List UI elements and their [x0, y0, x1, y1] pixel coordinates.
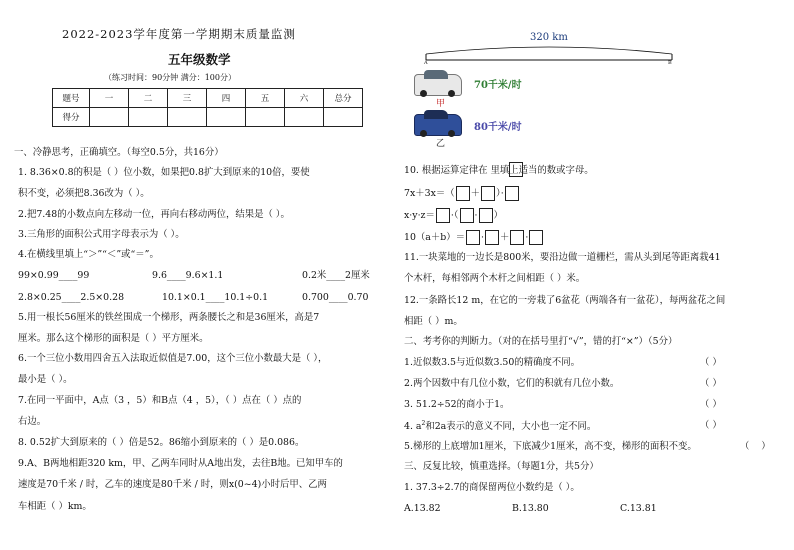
plus-text: ＋ — [470, 188, 481, 199]
question-6b: 最小是（ ）。 — [18, 374, 73, 385]
dot-text: · — [481, 232, 485, 243]
judge-1: 1.近似数3.5与近似数3.50的精确度不同。 — [404, 357, 580, 368]
question-2: 2.把7.48的小数点向左移动一位，再向右移动两位，结果是（ ）。 — [18, 209, 290, 220]
question-12a: 12.一条路长12 m，在它的一旁栽了6盆花（两端各有一盆花），每两盆花之间 — [404, 295, 726, 306]
question-7a: 7.在同一平面中，A点（3 ，5）和B点（4 ，5），（ ）点在（ ）点的 — [18, 395, 302, 406]
exam-title: 2022-2023学年度第一学期期末质量监测 — [62, 27, 296, 41]
judge-4-paren[interactable]: （ ） — [700, 420, 722, 431]
score-cell[interactable] — [168, 108, 207, 127]
question-6a: 6.一个三位小数用四舍五入法取近似值是7.00，这个三位小数最大是（ ）， — [18, 353, 328, 364]
car-a-label: 甲 — [436, 99, 446, 109]
score-cell: 得分 — [53, 108, 90, 127]
dot-text: ·（ — [450, 210, 459, 221]
score-table-score-row — [53, 108, 363, 127]
score-table — [52, 88, 363, 127]
answer-box[interactable] — [509, 162, 523, 177]
question-10a-text: ）· — [496, 188, 504, 199]
score-cell: 一 — [90, 89, 129, 108]
judge-4: 4. $a^2$和2a表示的意义不同，大小也一定不同。 — [404, 420, 597, 433]
choice-1: 1. 37.3÷2.7的商保留两位小数约是（ ）。 — [404, 482, 580, 493]
score-cell: 六 — [285, 89, 324, 108]
section-3-heading: 三、反复比较，慎重选择。（每题1分，共5分） — [404, 461, 599, 472]
answer-box[interactable] — [510, 230, 524, 245]
score-cell: 总分 — [324, 89, 363, 108]
car-a-speed: 70千米/时 — [474, 80, 522, 91]
answer-box[interactable] — [481, 186, 495, 201]
judge-2: 2.两个因数中有几位小数，它们的积就有几位小数。 — [404, 378, 620, 389]
score-cell[interactable] — [324, 108, 363, 127]
question-4-item: 10.1×0.1____10.1÷0.1 — [162, 292, 269, 303]
question-4: 4.在横线里填上“＞”“＜”或“＝”。 — [18, 249, 159, 260]
choice-1-option-b[interactable]: B.13.80 — [512, 503, 549, 514]
question-9c: 车相距（ ）km。 — [18, 501, 92, 512]
score-cell: 题号 — [53, 89, 90, 108]
question-5b: 厘米。那么这个梯形的面积是（ ）平方厘米。 — [18, 333, 209, 344]
answer-box[interactable] — [485, 230, 499, 245]
question-9a: 9.A、B两地相距320 km，甲、乙两车同时从A地出发，去往B地。已知甲车的 — [18, 458, 343, 469]
score-cell: 四 — [207, 89, 246, 108]
question-10c — [404, 230, 544, 245]
question-4-item: 9.6____9.6×1.1 — [152, 270, 224, 281]
question-7b: 右边。 — [18, 416, 47, 427]
judge-3-paren[interactable]: （ ） — [700, 399, 722, 410]
question-4-item: 2.8×0.25____2.5×0.28 — [18, 292, 125, 303]
question-5a: 5.用一根长56厘米的铁丝围成一个梯形，两条腰长之和是36厘米，高是7 — [18, 312, 320, 323]
section-2-heading: 二、考考你的判断力。（对的在括号里打“√”，错的打“×”）（5分） — [404, 336, 678, 347]
question-4-item: 99×0.99____99 — [18, 270, 90, 281]
score-cell[interactable] — [90, 108, 129, 127]
judge-5-paren[interactable]: （ ） — [740, 441, 771, 452]
score-table-header-row — [53, 89, 363, 108]
question-12b: 相距（ ）m。 — [404, 316, 463, 327]
question-11a: 11.一块菜地的一边长是800米，要沿边做一道栅栏，需从头到尾等距离栽41 — [404, 252, 721, 263]
car-b-label: 乙 — [436, 139, 446, 149]
judge-4-text: 和2a表示的意义不同，大小也一定不同。 — [425, 421, 597, 433]
judge-3: 3. 51.2÷52的商小于1。 — [404, 399, 510, 410]
question-10b-text: ） — [493, 210, 503, 221]
judge-2-paren[interactable]: （ ） — [700, 378, 722, 389]
question-10a-text: 7x＋3x＝（ — [404, 188, 455, 199]
dot-text: · — [474, 210, 478, 221]
answer-box[interactable] — [529, 230, 543, 245]
answer-box[interactable] — [460, 208, 474, 223]
question-11b: 个木杆，每相邻两个木杆之间相距（ ）米。 — [404, 273, 586, 284]
choice-1-option-c[interactable]: C.13.81 — [620, 503, 657, 514]
answer-box[interactable] — [479, 208, 493, 223]
score-cell: 五 — [246, 89, 285, 108]
distance-line — [420, 44, 682, 66]
question-4-item: 0.2米____2厘米 — [302, 270, 370, 281]
question-1b: 积不变，必须把8.36改为（ ）。 — [18, 188, 150, 199]
score-cell[interactable] — [285, 108, 324, 127]
score-cell[interactable] — [129, 108, 168, 127]
subject-title: 五年级数学 — [168, 52, 231, 67]
dot-text: · — [525, 232, 529, 243]
point-b-label: B — [668, 60, 672, 66]
question-10b — [404, 208, 503, 223]
judge-1-paren[interactable]: （ ） — [700, 357, 722, 368]
judge-4-text: 4. a — [404, 421, 422, 433]
question-10a — [404, 186, 520, 201]
plus-text: ＋ — [500, 232, 510, 243]
question-10c-text: 10（a＋b）＝ — [404, 232, 466, 243]
section-1-heading: 一、冷静思考，正确填空。（每空0.5分，共16分） — [14, 147, 224, 158]
distance-label: 320 km — [530, 32, 568, 43]
exam-info: （练习时间：90分钟 满分：100分） — [104, 73, 236, 82]
question-9b: 速度是70千米 / 时，乙车的速度是80千米 / 时，则x(0~4)小时后甲、乙两 — [18, 479, 327, 490]
point-a-label: A — [424, 60, 428, 66]
score-cell: 二 — [129, 89, 168, 108]
score-cell[interactable] — [246, 108, 285, 127]
answer-box[interactable] — [456, 186, 470, 201]
choice-1-option-a[interactable]: A.13.82 — [404, 503, 441, 514]
car-b-speed: 80千米/时 — [474, 122, 522, 133]
answer-box[interactable] — [466, 230, 480, 245]
question-4-item: 0.700____0.70 — [302, 292, 369, 303]
judge-5: 5.梯形的上底增加1厘米，下底减少1厘米，高不变，梯形的面积不变。 — [404, 441, 697, 452]
question-3: 3.三角形的面积公式用字母表示为（ ）。 — [18, 229, 185, 240]
question-8: 8. 0.52扩大到原来的（ ）倍是52。86缩小到原来的（ ）是0.086。 — [18, 437, 305, 448]
score-cell[interactable] — [207, 108, 246, 127]
answer-box[interactable] — [505, 186, 519, 201]
question-1a: 1. 8.36×0.8的积是（ ）位小数，如果把0.8扩大到原来的10倍，要使 — [18, 167, 310, 178]
question-10b-text: x·y·z＝ — [404, 210, 435, 221]
question-10: 10. 根据运算定律在 里填上适当的数或字母。 — [404, 165, 594, 176]
score-cell: 三 — [168, 89, 207, 108]
answer-box[interactable] — [436, 208, 450, 223]
